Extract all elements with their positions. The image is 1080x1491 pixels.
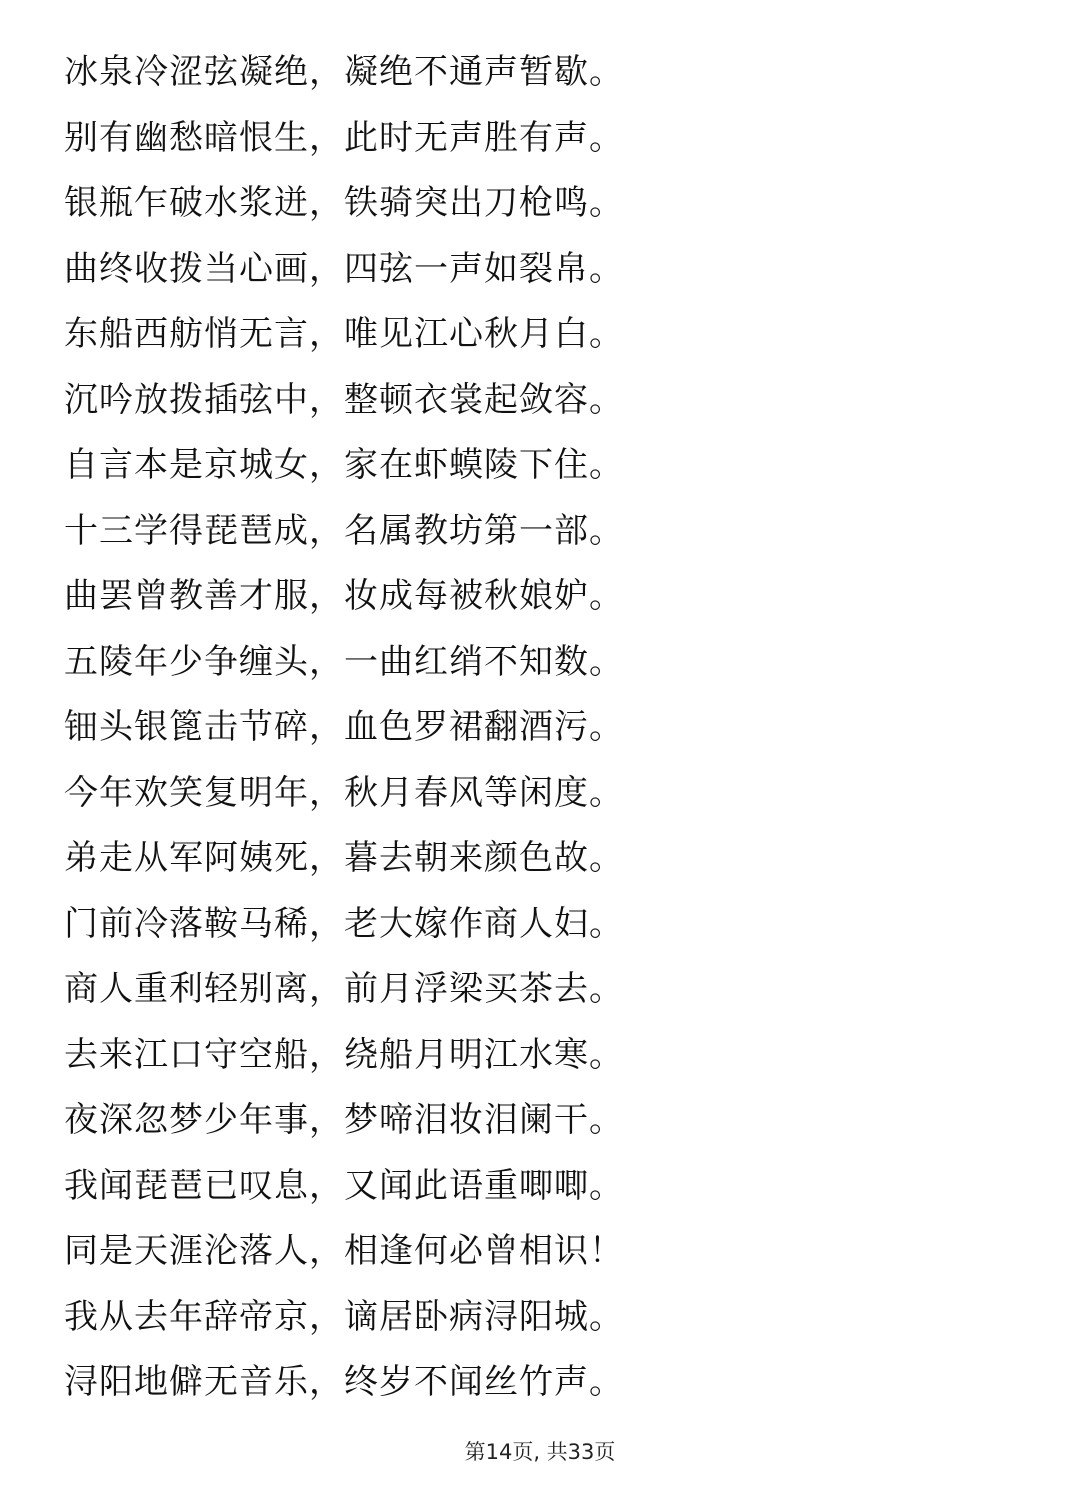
poem-line: 浔阳地僻无音乐，终岁不闻丝竹声。 <box>64 1362 624 1402</box>
poem-line: 同是天涯沦落人，相逢何必曾相识！ <box>64 1231 624 1271</box>
poem-line: 冰泉冷涩弦凝绝，凝绝不通声暂歇。 <box>64 52 624 92</box>
poem-line: 门前冷落鞍马稀，老大嫁作商人妇。 <box>64 903 624 944</box>
poem-line: 自言本是京城女，家在虾蟆陵下住。 <box>64 445 624 485</box>
poem-line: 今年欢笑复明年，秋月春风等闲度。 <box>64 772 624 813</box>
poem-line: 银瓶乍破水浆迸，铁骑突出刀枪鸣。 <box>64 183 624 223</box>
poem-body <box>64 44 1024 1420</box>
poem-line: 十三学得琵琶成，名属教坊第一部。 <box>64 510 624 551</box>
poem-line: 东船西舫悄无言，唯见江心秋月白。 <box>64 314 624 354</box>
poem-line: 钿头银篦击节碎，血色罗裙翻酒污。 <box>64 707 624 747</box>
page-number-footer: 第14页, 共33页 <box>464 1440 616 1464</box>
poem-line: 商人重利轻别离，前月浮梁买茶去。 <box>64 969 624 1009</box>
poem-line: 曲罢曾教善才服，妆成每被秋娘妒。 <box>64 576 624 616</box>
poem-line: 夜深忽梦少年事，梦啼泪妆泪阑干。 <box>64 1100 624 1140</box>
poem-line: 别有幽愁暗恨生，此时无声胜有声。 <box>64 117 624 158</box>
poem-line: 沉吟放拨插弦中，整顿衣裳起敛容。 <box>64 379 624 420</box>
poem-line: 我闻琵琶已叹息，又闻此语重唧唧。 <box>64 1165 624 1206</box>
poem-line: 我从去年辞帝京，谪居卧病浔阳城。 <box>64 1296 624 1337</box>
poem-line: 去来江口守空船，绕船月明江水寒。 <box>64 1034 624 1075</box>
poem-line: 弟走从军阿姨死，暮去朝来颜色故。 <box>64 838 624 878</box>
poem-line: 曲终收拨当心画，四弦一声如裂帛。 <box>64 248 624 289</box>
poem-line: 五陵年少争缠头，一曲红绡不知数。 <box>64 641 624 682</box>
